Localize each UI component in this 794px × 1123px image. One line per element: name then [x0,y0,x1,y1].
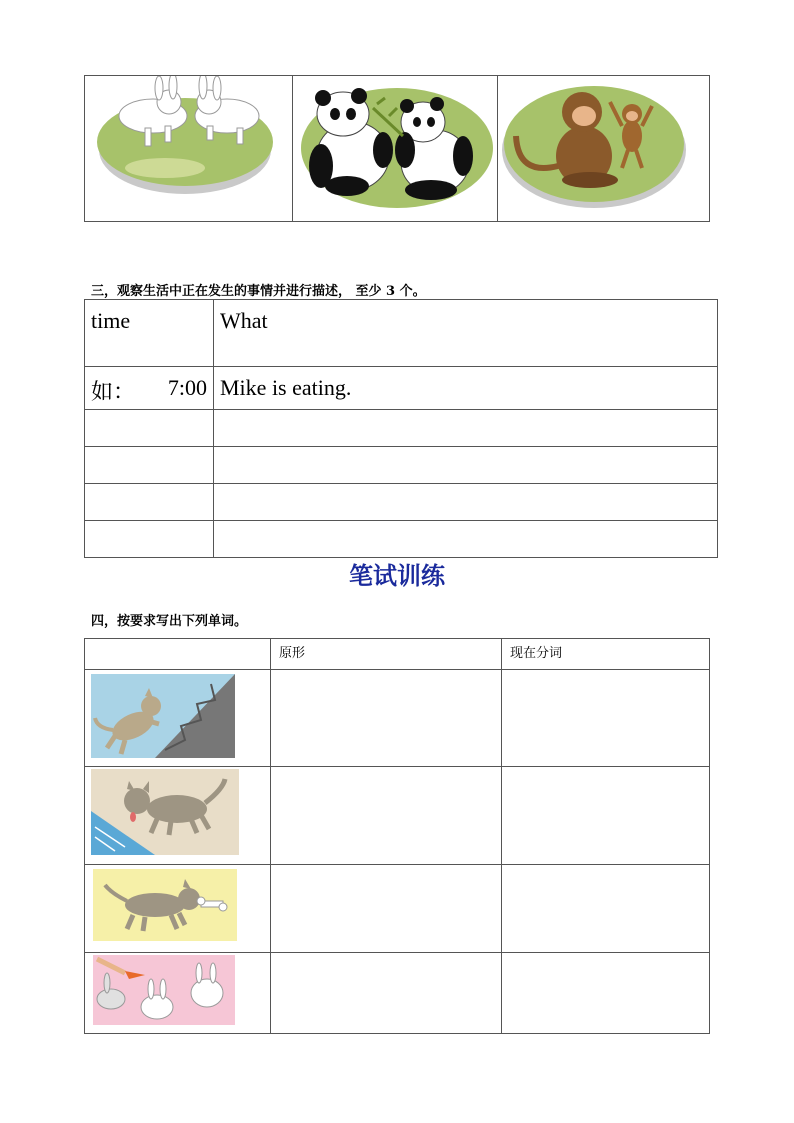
base-form-input[interactable] [271,670,502,767]
header-base-form: 原形 [271,639,502,670]
dog-drinking-picture [85,767,270,864]
header-time: time [85,300,214,367]
pandas-picture [293,76,497,221]
monkeys-cell [498,76,710,222]
section-4-title: 四，按要求写出下列单词。 [91,614,248,629]
header-picture [85,639,271,670]
example-time: 7:00 [167,375,207,400]
blank-what-cell[interactable] [214,521,718,558]
base-form-input[interactable] [271,953,502,1034]
blank-time-cell[interactable] [85,521,214,558]
observation-table [84,299,718,558]
blank-time-cell[interactable] [85,484,214,521]
blank-time-cell[interactable] [85,447,214,484]
picture-cell-climb [85,670,271,767]
blank-what-cell[interactable] [214,484,718,521]
monkeys-picture [498,76,709,221]
pandas-cell [293,76,498,222]
participle-input[interactable] [502,670,710,767]
picture-cell-eat [85,865,271,953]
example-text: Mike is eating. [214,367,718,410]
example-time-cell [85,367,214,410]
blank-what-cell[interactable] [214,447,718,484]
participle-input[interactable] [502,767,710,865]
header-what: What [214,300,718,367]
base-form-input[interactable] [271,865,502,953]
dog-climbing-picture [85,670,270,766]
animal-picture-table [84,75,710,222]
participle-input[interactable] [502,865,710,953]
word-table [84,638,710,1034]
base-form-input[interactable] [271,767,502,865]
participle-input[interactable] [502,953,710,1034]
example-prefix: 如： [91,379,136,404]
rabbits-carrot-picture [85,953,270,1033]
blank-what-cell[interactable] [214,410,718,447]
rabbits-picture [85,76,292,221]
dog-with-bone-picture [85,865,270,952]
rabbits-cell [85,76,293,222]
blank-time-cell[interactable] [85,410,214,447]
picture-cell-swim [85,767,271,865]
picture-cell-feed [85,953,271,1034]
written-practice-heading: 笔试训练 [349,562,445,590]
section-3-title: 三，观察生活中正在发生的事情并进行描述， 至少 3 个。 [91,284,426,299]
header-present-participle: 现在分词 [502,639,710,670]
